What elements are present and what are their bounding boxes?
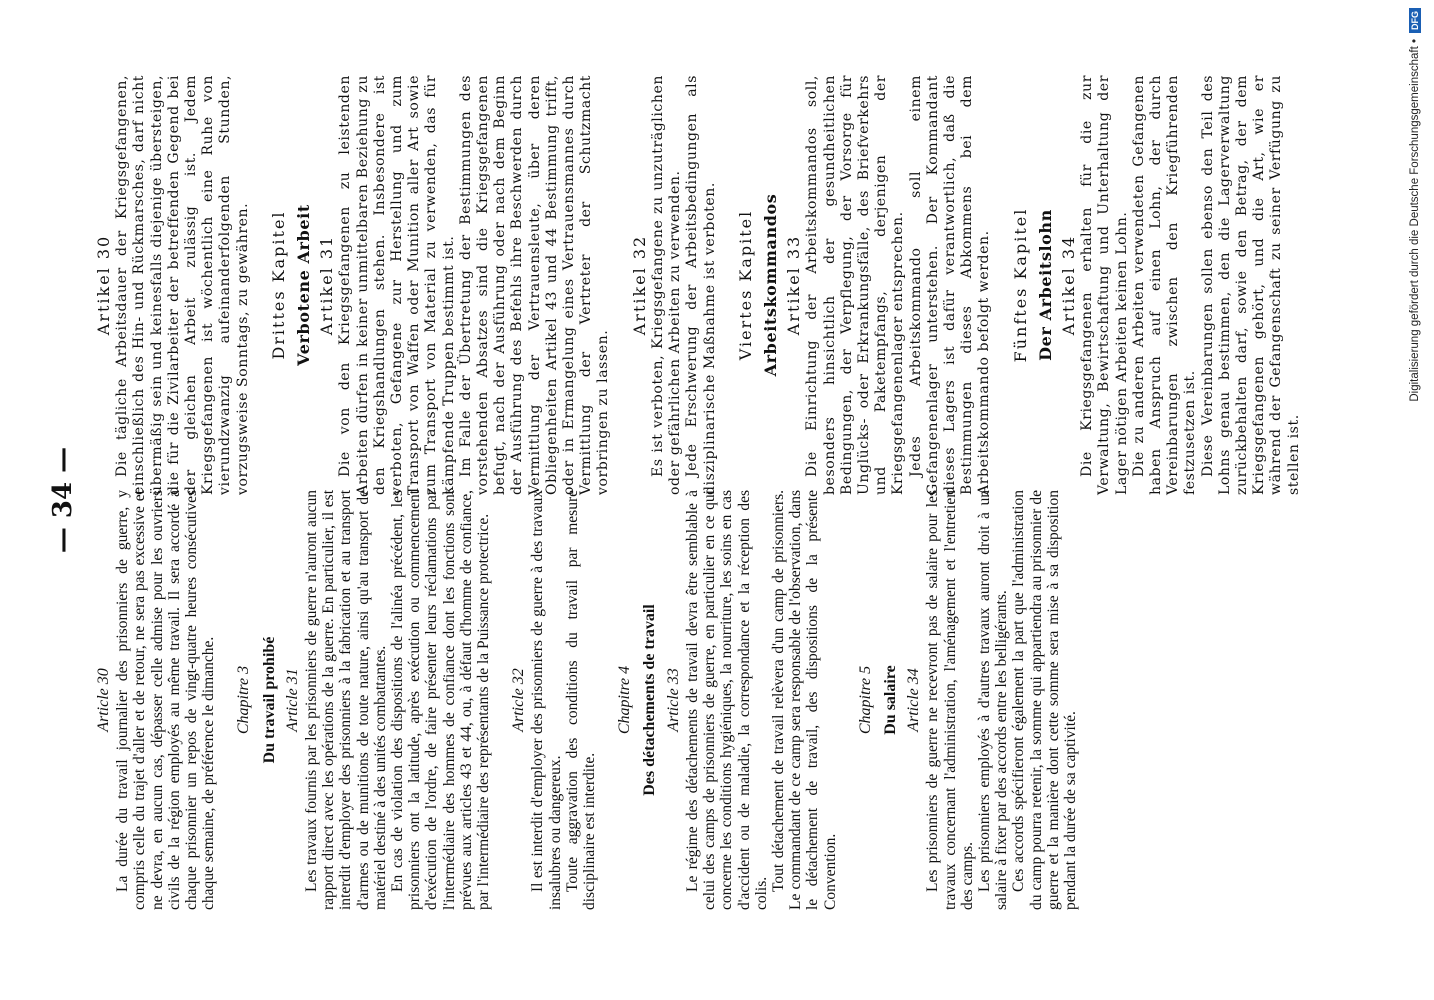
article-34-para-1-fr: Les prisonniers de guerre ne recevront pas de salaire pour les travaux concernant l'administration, l'aménagement et l'entretien des camps. — [924, 490, 976, 910]
article-32-title-de: Artikel 32 — [629, 234, 649, 336]
article-30-title-fr: Article 30 — [95, 668, 112, 732]
chapter-4-title-fr: Des détachements de travail — [641, 604, 659, 796]
digitization-credit — [1400, 8, 1430, 993]
chapter-4-label-fr: Chapitre 4 — [616, 665, 634, 735]
dfg-logo: DFG — [1409, 8, 1421, 33]
article-30-text-de: Die tägliche Arbeitsdauer der Kriegsgefangenen, einschließlich des Hin- und Rückmarsches, darf nicht übermäßig sein und keinesfalls diejenige übersteigen, die für die Zivilarbeiter der betreffenden Gegend bei der gleichen Arbeit zulässig ist. Jedem Kriegsgefangenen ist wöchentlich eine Ruhe von vierundzwanzig aufeinanderfolgenden Stunden, vorzugsweise Sonntags, zu gewähren. — [114, 75, 251, 495]
chapter-3-label-fr: Chapitre 3 — [235, 665, 253, 735]
article-31-title-de: Artikel 31 — [317, 234, 337, 336]
chapter-4-title-de: Arbeitskommandos — [760, 193, 780, 377]
article-34-para-2-de: Die zu anderen Arbeiten verwendeten Gefangenen haben Anspruch auf einen Lohn, der durch Vereinbarungen zwischen den Kriegführenden festzusetzen ist. — [1130, 75, 1199, 495]
german-column — [95, 75, 1303, 495]
article-31-para-1-fr: Les travaux fournis par les prisonniers de guerre n'auront aucun rapport direct avec les opérations de la guerre. En particulier, il est interdit d'employer des prisonniers à la fabrication et au transport d'armes ou de munitions de toute nature, ainsi qu'au transport de matériel destiné à des unités combattantes. — [303, 490, 389, 910]
chapter-4-label-de: Viertes Kapitel — [735, 209, 755, 361]
article-31-para-2-de: Im Falle der Übertretung der Bestimmungen des vorstehenden Absatzes sind die Kriegsgefangenen befugt, nach der Ausführung oder nach dem Beginn der Ausführung des Befehls ihre Beschwerden durch Vermittlung der Vertrauensleute, über deren Obliegenheiten Artikel 43 und 44 Bestimmung trifft, oder in Ermangelung eines Vertrauensmannes durch Vermittlung der Vertreter der Schutzmacht vorbringen zu lassen. — [457, 75, 612, 495]
article-33-para-1-fr: Le régime des détachements de travail devra être semblable à celui des camps de prisonniers de guerre, en particulier en ce qui concerne les conditions hygiéniques, la nourriture, les soins en cas d'accident ou de maladie, la correspondance et la réception des colis. — [683, 490, 770, 910]
article-33-para-2-fr: Tout détachement de travail relèvera d'un camp de prisonniers. Le commandant de ce camp sera responsable de l'observation, dans le détachement de travail, des dispositions de la présente Convention. — [769, 490, 839, 910]
chapter-3-title-de: Verbotene Arbeit — [294, 204, 314, 366]
article-31-para-2-fr: En cas de violation des dispositions de l'alinéa précédent, les prisonniers ont la latitude, après exécution ou commencement d'exécution de l'ordre, de faire présenter leurs réclamations par l'intermédiaire des hommes de confiance dont les fonctions sont prévues aux articles 43 et 44, ou, à défaut d'homme de confiance, par l'intermédiaire des représentants de la Puissance protectrice. — [389, 490, 493, 910]
article-34-para-2-fr: Les prisonniers employés à d'autres travaux auront droit à un salaire à fixer par des accords entre les belligérants. — [975, 490, 1011, 910]
chapter-3-label-de: Drittes Kapitel — [268, 210, 288, 360]
article-33-title-fr: Article 33 — [664, 668, 682, 732]
credit-text: Digitalisierung gefördert durch die Deutsche Forschungsgemeinschaft • — [1409, 39, 1421, 402]
article-32-para-2-de: Jede Erschwerung der Arbeitsbedingungen als disziplinarische Maßnahme ist verboten. — [684, 75, 718, 495]
article-32-para-1-de: Es ist verboten, Kriegsgefangene zu unzuträglichen oder gefährlichen Arbeiten zu verwenden. — [649, 75, 684, 495]
chapter-5-label-de: Fünftes Kapitel — [1010, 207, 1030, 363]
article-32-para-1-fr: Il est interdit d'employer des prisonniers de guerre à des travaux insalubres ou dangereux. — [529, 490, 564, 910]
page-number: — 34 — — [48, 446, 78, 554]
article-30-title-de: Artikel 30 — [94, 234, 113, 336]
article-33-para-2-de: Jedes Arbeitskommando soll einem Gefangenenlager unterstehen. Der Kommandant dieses Lagers ist dafür verantwortlich, daß die Bestimmungen dieses Abkommens bei dem Arbeitskommando befolgt werden. — [907, 75, 993, 495]
article-34-para-3-de: Diese Vereinbarungen sollen ebenso den Teil des Lohns genau bestimmen, den die Lagerverwaltung zurückbehalten darf, sowie den Betrag, der dem Kriegsgefangenen gehört, und die Art, wie er während der Gefangenschaft zu seiner Verfügung zu stellen ist. — [1199, 75, 1302, 495]
article-32-para-2-fr: Toute aggravation des conditions du travail par mesure disciplinaire est interdite. — [563, 490, 599, 910]
article-30-text-fr: La durée du travail journalier des prisonniers de guerre, y compris celle du trajet d'aller et de retour, ne sera pas excessive et ne devra, en aucun cas, dépasser celle admise pour les ouvriers civils de la région employés au même travail. Il sera accordé à chaque prisonnier un repos de vingt-quatre heures consécutives chaque semaine, de préférence le dimanche. — [114, 490, 218, 910]
chapter-3-title-fr: Du travail prohibé — [260, 636, 278, 764]
chapter-5-title-de: Der Arbeitslohn — [1035, 209, 1055, 361]
article-31-title-fr: Article 31 — [283, 668, 301, 732]
chapter-5-title-fr: Du salaire — [881, 665, 899, 735]
article-31-para-1-de: Die von den Kriegsgefangenen zu leistenden Arbeiten dürfen in keiner unmittelbaren Beziehung zu den Kriegshandlungen stehen. Insbesondere ist verboten, Gefangene zur Herstellung und zum Transport von Waffen oder Munition aller Art sowie zum Transport von Material zu verwenden, das für kämpfende Truppen bestimmt ist. — [337, 75, 457, 495]
article-34-title-de: Artikel 34 — [1058, 234, 1078, 336]
article-33-title-de: Artikel 33 — [784, 234, 804, 336]
article-34-para-3-fr: Ces accords spécifieront également la part que l'administration du camp pourra retenir, la somme qui appartiendra au prisonnier de guerre et la manière dont cette somme sera mise à sa disposition pendant la durée de sa captivité. — [1010, 490, 1079, 910]
article-34-title-fr: Article 34 — [905, 668, 923, 732]
french-column — [95, 490, 1079, 910]
chapter-5-label-fr: Chapitre 5 — [856, 665, 874, 735]
article-33-para-1-de: Die Einrichtung der Arbeitskommandos soll, besonders hinsichtlich der gesundheitlichen Bedingungen, der Verpflegung, der Vorsorge für Unglücks- oder Erkrankungsfälle, des Briefverkehrs und Paketempfangs, derjenigen der Kriegsgefangenenlager entsprechen. — [804, 75, 907, 495]
article-32-title-fr: Article 32 — [510, 668, 528, 732]
article-34-para-1-de: Die Kriegsgefangenen erhalten für die zur Verwaltung, Bewirtschaftung und Unterhaltung der Lager nötigen Arbeiten keinen Lohn. — [1079, 75, 1130, 495]
